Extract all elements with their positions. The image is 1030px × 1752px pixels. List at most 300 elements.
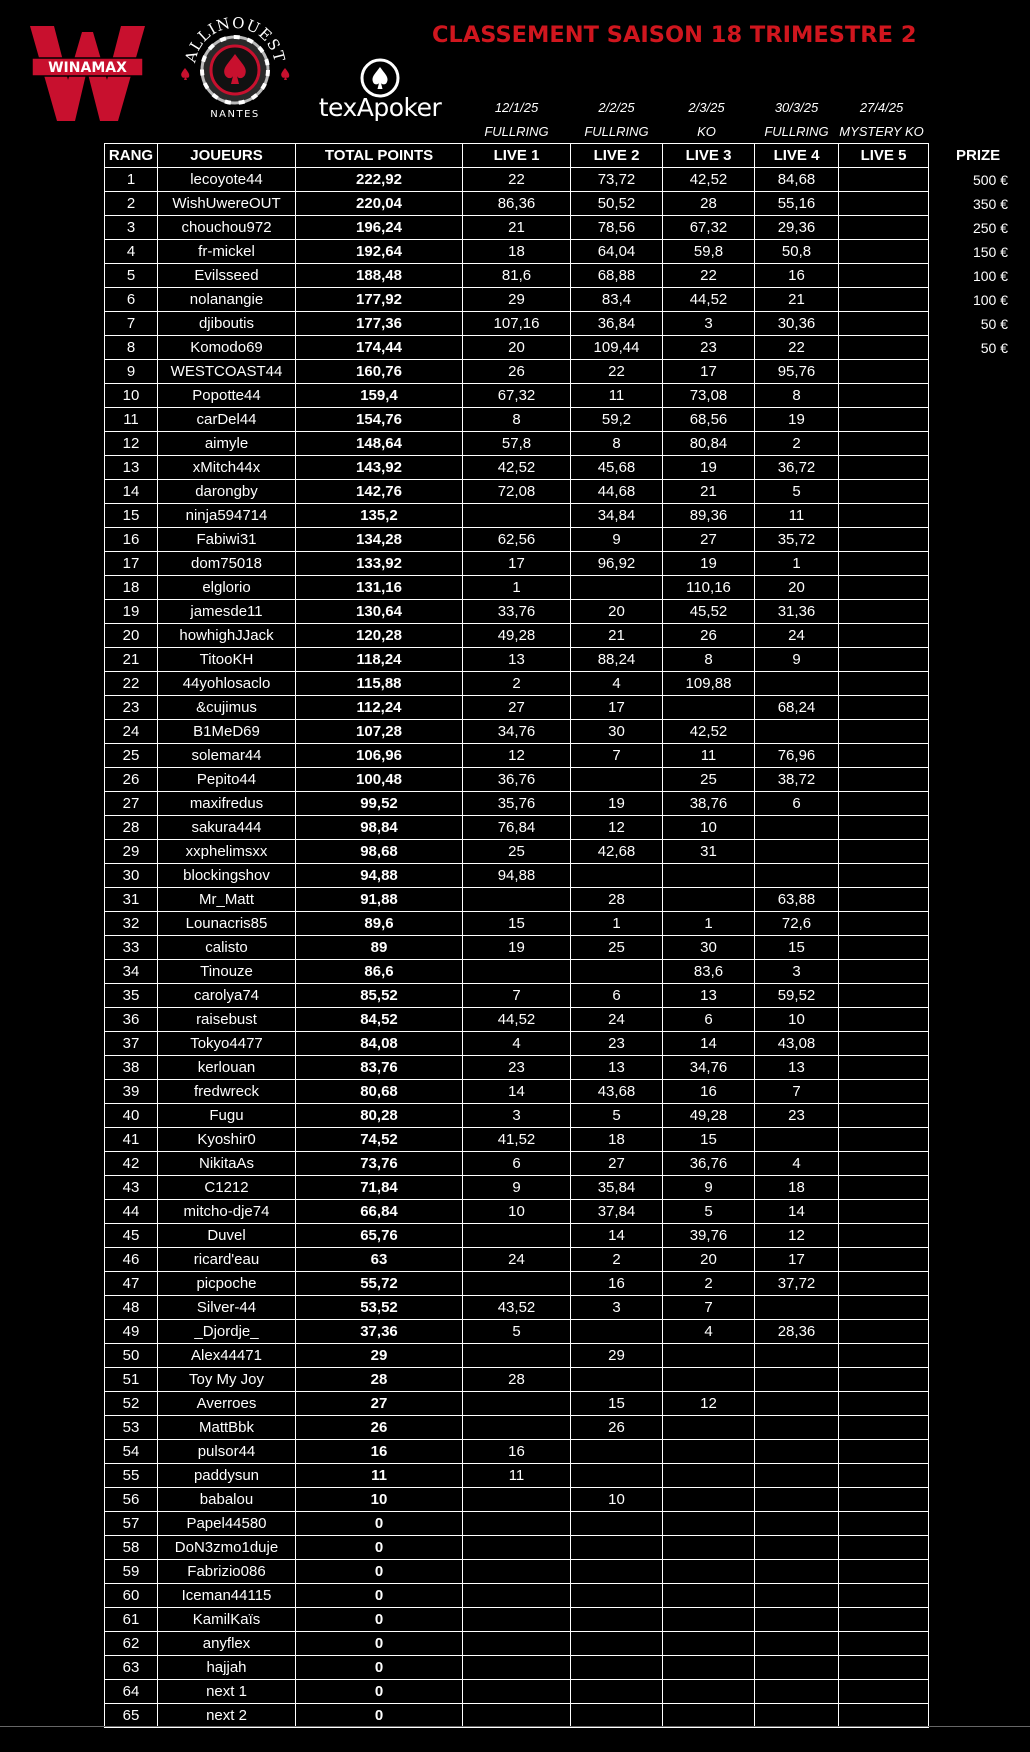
live4-cell: 19 <box>755 408 839 432</box>
live4-cell <box>755 840 839 864</box>
live5-cell <box>839 288 929 312</box>
total-points-cell: 0 <box>296 1704 463 1728</box>
rank-cell: 26 <box>105 768 158 792</box>
live5-cell <box>839 1704 929 1728</box>
live4-cell: 29,36 <box>755 216 839 240</box>
total-points-cell: 112,24 <box>296 696 463 720</box>
table-row <box>105 480 929 504</box>
live4-cell <box>755 1584 839 1608</box>
player-name-cell: B1MeD69 <box>158 720 296 744</box>
live5-cell <box>839 1128 929 1152</box>
live2-cell: 12 <box>571 816 663 840</box>
table-row <box>105 552 929 576</box>
rank-cell: 19 <box>105 600 158 624</box>
live1-cell: 29 <box>463 288 571 312</box>
player-name-cell: lecoyote44 <box>158 168 296 192</box>
live1-cell: 33,76 <box>463 600 571 624</box>
live5-cell <box>839 960 929 984</box>
col-header-live2: LIVE 2 <box>571 144 663 168</box>
live4-cell: 43,08 <box>755 1032 839 1056</box>
live4-cell: 95,76 <box>755 360 839 384</box>
live1-cell: 62,56 <box>463 528 571 552</box>
table-row <box>105 1656 929 1680</box>
live2-cell: 35,84 <box>571 1176 663 1200</box>
table-row <box>105 840 929 864</box>
player-name-cell: Lounacris85 <box>158 912 296 936</box>
event-date: 2/2/25 <box>598 100 635 115</box>
table-row <box>105 792 929 816</box>
live1-cell: 18 <box>463 240 571 264</box>
live1-cell: 12 <box>463 744 571 768</box>
live1-cell: 16 <box>463 1440 571 1464</box>
live1-cell: 67,32 <box>463 384 571 408</box>
table-row <box>105 624 929 648</box>
live2-cell: 5 <box>571 1104 663 1128</box>
live4-cell: 17 <box>755 1248 839 1272</box>
live3-cell: 9 <box>663 1176 755 1200</box>
live5-cell <box>839 1296 929 1320</box>
rank-cell: 36 <box>105 1008 158 1032</box>
live3-cell: 21 <box>663 480 755 504</box>
live5-cell <box>839 792 929 816</box>
live2-cell: 3 <box>571 1296 663 1320</box>
live1-cell: 26 <box>463 360 571 384</box>
table-row <box>105 1296 929 1320</box>
live4-cell: 59,52 <box>755 984 839 1008</box>
player-name-cell: Duvel <box>158 1224 296 1248</box>
live5-cell <box>839 768 929 792</box>
live5-cell <box>839 1224 929 1248</box>
player-name-cell: Komodo69 <box>158 336 296 360</box>
live1-cell <box>463 1656 571 1680</box>
live2-cell: 64,04 <box>571 240 663 264</box>
live1-cell: 9 <box>463 1176 571 1200</box>
live3-cell <box>663 888 755 912</box>
live3-cell: 28 <box>663 192 755 216</box>
live5-cell <box>839 1272 929 1296</box>
live1-cell: 27 <box>463 696 571 720</box>
live2-cell <box>571 1368 663 1392</box>
table-row <box>105 720 929 744</box>
live1-cell <box>463 1632 571 1656</box>
rank-cell: 42 <box>105 1152 158 1176</box>
table-row <box>105 1560 929 1584</box>
event-format: FULLRING <box>584 124 649 139</box>
live1-cell <box>463 1560 571 1584</box>
prize-amount: 250 € <box>972 219 1008 236</box>
player-name-cell: KamilKaïs <box>158 1608 296 1632</box>
table-row <box>105 192 929 216</box>
live3-cell: 23 <box>663 336 755 360</box>
table-row <box>105 384 929 408</box>
table-row <box>105 312 929 336</box>
live5-cell <box>839 696 929 720</box>
live3-cell: 38,76 <box>663 792 755 816</box>
table-row <box>105 1032 929 1056</box>
live5-cell <box>839 576 929 600</box>
player-name-cell: carDel44 <box>158 408 296 432</box>
live2-cell: 27 <box>571 1152 663 1176</box>
live2-cell: 18 <box>571 1128 663 1152</box>
live1-cell: 1 <box>463 576 571 600</box>
player-name-cell: jamesde11 <box>158 600 296 624</box>
live4-cell: 24 <box>755 624 839 648</box>
live2-cell: 8 <box>571 432 663 456</box>
table-row <box>105 264 929 288</box>
rank-cell: 54 <box>105 1440 158 1464</box>
rank-cell: 8 <box>105 336 158 360</box>
rank-cell: 20 <box>105 624 158 648</box>
total-points-cell: 80,28 <box>296 1104 463 1128</box>
rank-cell: 56 <box>105 1488 158 1512</box>
player-name-cell: anyflex <box>158 1632 296 1656</box>
live2-cell <box>571 1584 663 1608</box>
total-points-cell: 84,52 <box>296 1008 463 1032</box>
live3-cell: 19 <box>663 552 755 576</box>
rank-cell: 23 <box>105 696 158 720</box>
live4-cell: 37,72 <box>755 1272 839 1296</box>
rank-cell: 52 <box>105 1392 158 1416</box>
table-row <box>105 456 929 480</box>
live3-cell: 20 <box>663 1248 755 1272</box>
table-row <box>105 1128 929 1152</box>
total-points-cell: 53,52 <box>296 1296 463 1320</box>
live5-cell <box>839 552 929 576</box>
table-row <box>105 1344 929 1368</box>
live5-cell <box>839 840 929 864</box>
live3-cell: 67,32 <box>663 216 755 240</box>
rank-cell: 63 <box>105 1656 158 1680</box>
player-name-cell: NikitaAs <box>158 1152 296 1176</box>
live4-cell <box>755 1464 839 1488</box>
live4-cell <box>755 1440 839 1464</box>
live5-cell <box>839 1392 929 1416</box>
live1-cell <box>463 504 571 528</box>
table-row <box>105 600 929 624</box>
live5-cell <box>839 1608 929 1632</box>
live5-cell <box>839 528 929 552</box>
table-row <box>105 1440 929 1464</box>
live4-cell <box>755 1680 839 1704</box>
live5-cell <box>839 240 929 264</box>
player-name-cell: Kyoshir0 <box>158 1128 296 1152</box>
live3-cell: 2 <box>663 1272 755 1296</box>
player-name-cell: dom75018 <box>158 552 296 576</box>
live1-cell: 2 <box>463 672 571 696</box>
live2-cell: 7 <box>571 744 663 768</box>
player-name-cell: Tinouze <box>158 960 296 984</box>
table-row <box>105 1704 929 1728</box>
total-points-cell: 222,92 <box>296 168 463 192</box>
live4-cell: 50,8 <box>755 240 839 264</box>
live1-cell <box>463 1344 571 1368</box>
player-name-cell: Evilsseed <box>158 264 296 288</box>
prize-amount: 500 € <box>972 171 1008 188</box>
event-format: FULLRING <box>484 124 549 139</box>
table-row <box>105 1512 929 1536</box>
live2-cell: 20 <box>571 600 663 624</box>
rank-cell: 13 <box>105 456 158 480</box>
live4-cell <box>755 1560 839 1584</box>
live2-cell <box>571 864 663 888</box>
player-name-cell: Iceman44115 <box>158 1584 296 1608</box>
live1-cell: 6 <box>463 1152 571 1176</box>
table-row <box>105 960 929 984</box>
rank-cell: 25 <box>105 744 158 768</box>
live5-cell <box>839 1200 929 1224</box>
table-row <box>105 1536 929 1560</box>
live5-cell <box>839 360 929 384</box>
player-name-cell: ninja594714 <box>158 504 296 528</box>
live2-cell <box>571 1680 663 1704</box>
live4-cell <box>755 1632 839 1656</box>
live2-cell: 25 <box>571 936 663 960</box>
live5-cell <box>839 384 929 408</box>
table-row <box>105 1176 929 1200</box>
live4-cell <box>755 1416 839 1440</box>
live5-cell <box>839 432 929 456</box>
live5-cell <box>839 264 929 288</box>
player-name-cell: Mr_Matt <box>158 888 296 912</box>
live2-cell: 26 <box>571 1416 663 1440</box>
live5-cell <box>839 720 929 744</box>
live2-cell: 14 <box>571 1224 663 1248</box>
live1-cell: 34,76 <box>463 720 571 744</box>
total-points-cell: 160,76 <box>296 360 463 384</box>
player-name-cell: 44yohlosaclo <box>158 672 296 696</box>
live3-cell <box>663 1512 755 1536</box>
live3-cell <box>663 1464 755 1488</box>
live2-cell: 43,68 <box>571 1080 663 1104</box>
live2-cell: 21 <box>571 624 663 648</box>
total-points-cell: 0 <box>296 1608 463 1632</box>
live2-cell: 59,2 <box>571 408 663 432</box>
live1-cell: 5 <box>463 1320 571 1344</box>
live1-cell: 23 <box>463 1056 571 1080</box>
rank-cell: 11 <box>105 408 158 432</box>
table-row <box>105 768 929 792</box>
total-points-cell: 133,92 <box>296 552 463 576</box>
live2-cell: 22 <box>571 360 663 384</box>
live4-cell <box>755 864 839 888</box>
live2-cell: 15 <box>571 1392 663 1416</box>
player-name-cell: next 1 <box>158 1680 296 1704</box>
total-points-cell: 73,76 <box>296 1152 463 1176</box>
live3-cell: 17 <box>663 360 755 384</box>
event-date: 12/1/25 <box>494 100 539 115</box>
live1-cell <box>463 1584 571 1608</box>
table-row <box>105 744 929 768</box>
live4-cell <box>755 1344 839 1368</box>
table-row <box>105 528 929 552</box>
live3-cell: 42,52 <box>663 168 755 192</box>
live4-cell: 5 <box>755 480 839 504</box>
rank-cell: 24 <box>105 720 158 744</box>
event-format: FULLRING <box>764 124 829 139</box>
live3-cell: 1 <box>663 912 755 936</box>
rank-cell: 60 <box>105 1584 158 1608</box>
player-name-cell: carolya74 <box>158 984 296 1008</box>
player-name-cell: next 2 <box>158 1704 296 1728</box>
live2-cell <box>571 576 663 600</box>
player-name-cell: C1212 <box>158 1176 296 1200</box>
winamax-logo <box>30 18 145 121</box>
live1-cell: 42,52 <box>463 456 571 480</box>
total-points-cell: 27 <box>296 1392 463 1416</box>
live3-cell: 14 <box>663 1032 755 1056</box>
live1-cell: 49,28 <box>463 624 571 648</box>
divider <box>0 1726 1030 1727</box>
live2-cell: 16 <box>571 1272 663 1296</box>
table-row <box>105 1056 929 1080</box>
live4-cell: 68,24 <box>755 696 839 720</box>
player-name-cell: Pepito44 <box>158 768 296 792</box>
table-row <box>105 288 929 312</box>
table-row <box>105 1416 929 1440</box>
total-points-cell: 10 <box>296 1488 463 1512</box>
player-name-cell: &cujimus <box>158 696 296 720</box>
live3-cell <box>663 1584 755 1608</box>
live5-cell <box>839 336 929 360</box>
table-header-row <box>105 144 929 168</box>
player-name-cell: WESTCOAST44 <box>158 360 296 384</box>
rank-cell: 27 <box>105 792 158 816</box>
live4-cell: 4 <box>755 1152 839 1176</box>
total-points-cell: 66,84 <box>296 1200 463 1224</box>
rank-cell: 5 <box>105 264 158 288</box>
event-format: MYSTERY KO <box>839 124 924 139</box>
rank-cell: 51 <box>105 1368 158 1392</box>
rank-cell: 32 <box>105 912 158 936</box>
live3-cell <box>663 1632 755 1656</box>
live1-cell <box>463 960 571 984</box>
live3-cell: 34,76 <box>663 1056 755 1080</box>
live5-cell <box>839 1680 929 1704</box>
live4-cell <box>755 1656 839 1680</box>
ranking-table <box>104 143 929 1728</box>
live3-cell: 12 <box>663 1392 755 1416</box>
player-name-cell: nolanangie <box>158 288 296 312</box>
live4-cell: 55,16 <box>755 192 839 216</box>
live5-cell <box>839 1656 929 1680</box>
total-points-cell: 55,72 <box>296 1272 463 1296</box>
live5-cell <box>839 1632 929 1656</box>
total-points-cell: 100,48 <box>296 768 463 792</box>
event-date: 27/4/25 <box>859 100 904 115</box>
player-name-cell: fr-mickel <box>158 240 296 264</box>
live2-cell: 4 <box>571 672 663 696</box>
live3-cell: 11 <box>663 744 755 768</box>
live1-cell: 3 <box>463 1104 571 1128</box>
live5-cell <box>839 1176 929 1200</box>
table-row <box>105 936 929 960</box>
live1-cell <box>463 1488 571 1512</box>
prize-amount: 150 € <box>972 243 1008 260</box>
live5-cell <box>839 816 929 840</box>
total-points-cell: 134,28 <box>296 528 463 552</box>
live3-cell: 30 <box>663 936 755 960</box>
rank-cell: 37 <box>105 1032 158 1056</box>
live5-cell <box>839 672 929 696</box>
live1-cell: 86,36 <box>463 192 571 216</box>
live4-cell: 31,36 <box>755 600 839 624</box>
live5-cell <box>839 648 929 672</box>
table-row <box>105 1200 929 1224</box>
live4-cell: 13 <box>755 1056 839 1080</box>
total-points-cell: 71,84 <box>296 1176 463 1200</box>
table-row <box>105 432 929 456</box>
live4-cell: 84,68 <box>755 168 839 192</box>
live2-cell: 50,52 <box>571 192 663 216</box>
live4-cell <box>755 1392 839 1416</box>
table-row <box>105 1584 929 1608</box>
event-date: 2/3/25 <box>688 100 725 115</box>
live4-cell: 23 <box>755 1104 839 1128</box>
live1-cell: 107,16 <box>463 312 571 336</box>
live3-cell: 3 <box>663 312 755 336</box>
table-row <box>105 1608 929 1632</box>
live2-cell: 9 <box>571 528 663 552</box>
live5-cell <box>839 504 929 528</box>
table-row <box>105 1392 929 1416</box>
live2-cell: 78,56 <box>571 216 663 240</box>
live2-cell: 10 <box>571 1488 663 1512</box>
live3-cell: 110,16 <box>663 576 755 600</box>
live5-cell <box>839 1512 929 1536</box>
rank-cell: 30 <box>105 864 158 888</box>
live3-cell: 36,76 <box>663 1152 755 1176</box>
rank-cell: 6 <box>105 288 158 312</box>
total-points-cell: 91,88 <box>296 888 463 912</box>
rank-cell: 46 <box>105 1248 158 1272</box>
live3-cell: 83,6 <box>663 960 755 984</box>
live2-cell: 13 <box>571 1056 663 1080</box>
total-points-cell: 0 <box>296 1512 463 1536</box>
table-row <box>105 504 929 528</box>
live5-cell <box>839 936 929 960</box>
live4-cell: 16 <box>755 264 839 288</box>
rank-cell: 35 <box>105 984 158 1008</box>
live1-cell: 35,76 <box>463 792 571 816</box>
rank-cell: 21 <box>105 648 158 672</box>
table-row <box>105 1080 929 1104</box>
live1-cell: 36,76 <box>463 768 571 792</box>
live3-cell: 31 <box>663 840 755 864</box>
total-points-cell: 142,76 <box>296 480 463 504</box>
live4-cell: 28,36 <box>755 1320 839 1344</box>
live3-cell: 25 <box>663 768 755 792</box>
total-points-cell: 26 <box>296 1416 463 1440</box>
live1-cell: 41,52 <box>463 1128 571 1152</box>
texapoker-logo <box>318 58 442 122</box>
table-row <box>105 1008 929 1032</box>
live1-cell <box>463 1272 571 1296</box>
live2-cell: 2 <box>571 1248 663 1272</box>
player-name-cell: xxphelimsxx <box>158 840 296 864</box>
player-name-cell: _Djordje_ <box>158 1320 296 1344</box>
player-name-cell: fredwreck <box>158 1080 296 1104</box>
live4-cell: 12 <box>755 1224 839 1248</box>
total-points-cell: 130,64 <box>296 600 463 624</box>
live3-cell: 89,36 <box>663 504 755 528</box>
live1-cell: 81,6 <box>463 264 571 288</box>
live5-cell <box>839 1056 929 1080</box>
live4-cell: 35,72 <box>755 528 839 552</box>
table-row <box>105 408 929 432</box>
live5-cell <box>839 1368 929 1392</box>
rank-cell: 58 <box>105 1536 158 1560</box>
live2-cell: 68,88 <box>571 264 663 288</box>
